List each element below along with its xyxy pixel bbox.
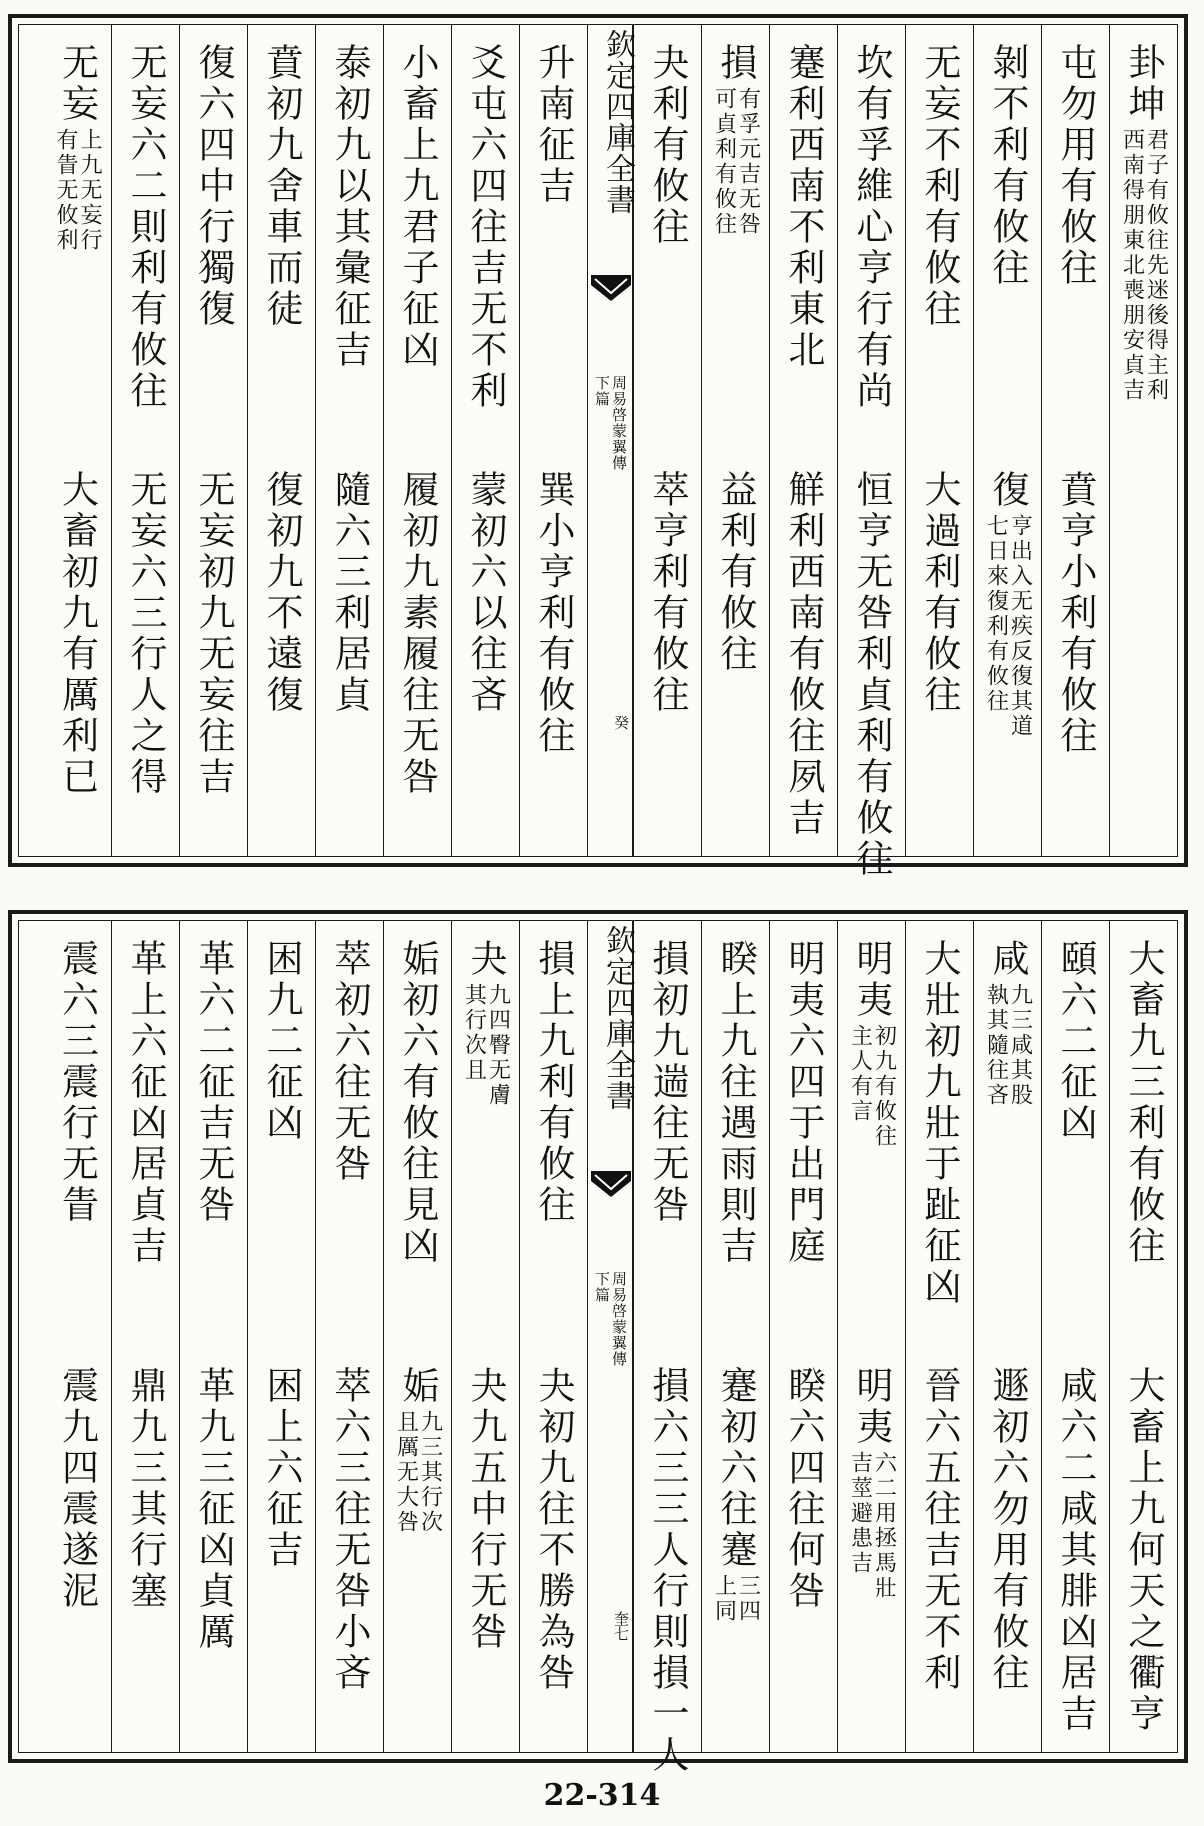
hexagram-line-entry [55,1366,99,1612]
column-top-cell [974,43,1041,289]
column-top-cell [316,939,383,1185]
text-column [315,25,383,856]
text-column [1109,921,1177,1752]
column-bottom-cell [702,1366,769,1624]
column-bottom-cell [634,470,701,716]
column-bottom-cell [1042,1366,1109,1735]
column-bottom-cell [316,470,383,716]
hexagram-line-entry [192,470,235,798]
column-bottom-cell [248,470,315,716]
hexagram-line-text: 咸六二咸其腓凶居吉 [1054,1366,1097,1735]
column-top-cell [770,939,837,1267]
hexagram-line-entry [918,470,961,716]
hexagram-text: 損上九利有攸往 [532,939,575,1226]
gutter-note: 下篇 [593,1271,611,1303]
column-bottom-cell [520,470,587,757]
column-top-cell [906,939,973,1308]
column-top-cell [906,43,973,330]
text-column [519,25,587,856]
hexagram-text: 爻屯六四往吉无不利 [464,43,507,412]
text-column [1109,25,1177,856]
hexagram-text: 睽上九往遇雨則吉 [714,939,757,1267]
hexagram-line-entry [396,470,439,798]
book-title: 欽定四庫全書 [600,29,635,215]
gutter-column [587,25,633,856]
folio-number: 奎七 [612,1611,630,1641]
hexagram-text: 革六二征吉无咎 [192,939,235,1226]
hexagram-text: 明夷 [850,939,893,1021]
column-top-cell [702,939,769,1267]
text-column [837,25,905,880]
column-bottom-cell [384,470,451,798]
text-column [905,25,973,856]
book-section-info [588,375,632,471]
hexagram-line-text: 鼎九三其行塞 [124,1366,167,1612]
hexagram-note: 有孚元吉无咎 [735,87,761,237]
column-bottom-cell [452,470,519,716]
text-column [179,25,247,856]
hexagram-text: 咸 [986,939,1029,980]
text-column [1041,921,1109,1752]
column-bottom-cell [1110,1366,1177,1735]
lower-page-frame [18,920,1178,1776]
hexagram-line-text: 大畜上九何天之衢亨 [1122,1366,1165,1735]
hexagram-line-note: 三四 [735,1574,761,1624]
upper-page [8,14,1188,880]
text-column [451,921,519,1752]
column-top-cell [634,43,701,248]
column-bottom-cell [634,1366,701,1776]
hexagram-line-text: 復 [986,470,1029,511]
text-column [633,25,701,856]
hexagram-text: 賁初九舍車而徒 [260,43,303,330]
column-bottom-cell [180,470,247,798]
column-top-cell [43,939,111,1226]
hexagram-line-text: 无妄六三行人之得 [124,470,167,798]
book-title: 欽定四庫全書 [600,925,635,1111]
hexagram-line-text: 大畜初九有厲利已 [55,470,99,798]
hexagram-line-text: 賁亨小利有攸往 [1054,470,1097,757]
column-bottom-cell [384,1366,451,1535]
column-top-cell [248,939,315,1144]
hexagram-line-text: 復初九不遠復 [260,470,303,716]
text-column [837,921,905,1752]
hexagram-line-entry [124,470,167,798]
column-top-cell [112,43,179,412]
hexagram-line-text: 隨六三利居貞 [328,470,371,716]
hexagram-line-note: 上同 [711,1574,737,1624]
column-bottom-cell [43,1366,111,1612]
column-bottom-cell [112,1366,179,1612]
hexagram-note-pair [713,87,759,237]
hexagram-line-text: 恒亨无咎利貞利有攸往 [850,470,893,880]
hexagram-line-entry [532,470,575,757]
hexagram-line-entry [328,470,371,716]
hexagram-text: 損初九遄往无咎 [646,939,689,1226]
column-top-cell [974,939,1041,1108]
hexagram-line-text: 夬初九往不勝為咎 [532,1366,575,1694]
hexagram-line-text: 蹇初六往蹇 [714,1366,757,1571]
hexagram-line-note-pair [713,1574,759,1624]
text-column [769,25,837,856]
hexagram-entry [1121,43,1167,403]
hexagram-text: 夬 [464,939,507,980]
text-column [43,921,111,1752]
hexagram-line-entry [850,470,893,880]
column-top-cell [452,43,519,412]
gutter-column [587,921,633,1752]
text-column [519,921,587,1752]
hexagram-note: 可貞利有攸往 [711,87,737,237]
gutter-note: 周易啓蒙翼傳 [610,1271,628,1367]
book-section-info [588,1271,632,1367]
hexagram-line-text: 困上六征吉 [260,1366,303,1571]
hexagram-note: 主人有言 [847,1024,873,1124]
column-bottom-cell [838,1366,905,1601]
hexagram-entry [328,43,371,371]
column-bottom-cell [316,1366,383,1694]
hexagram-line-entry [260,470,303,716]
hexagram-line-text: 觧利西南有攸往夙吉 [782,470,825,839]
hexagram-text: 蹇利西南不利東北 [782,43,825,371]
hexagram-text: 坎有孚維心亨行有尚 [850,43,893,412]
hexagram-note: 上九无妄行 [77,128,102,253]
hexagram-line-entry [1054,1366,1097,1735]
hexagram-text: 損 [714,43,757,84]
column-top-cell [180,43,247,330]
column-top-cell [702,43,769,237]
hexagram-line-note: 且厲无大咎 [393,1410,419,1535]
hexagram-line-entry [985,470,1031,739]
column-top-cell [770,43,837,371]
hexagram-line-entry [918,1366,961,1694]
column-bottom-cell [180,1366,247,1653]
column-top-cell [838,939,905,1149]
fishtail-mark-icon [591,1171,631,1197]
hexagram-entry [849,939,895,1149]
column-top-cell [316,43,383,371]
hexagram-entry [192,43,235,330]
column-top-cell [838,43,905,412]
column-top-cell [384,939,451,1267]
hexagram-entry [918,939,961,1308]
hexagram-line-note: 吉莖避患吉 [847,1451,873,1576]
hexagram-text: 剝不利有攸往 [986,43,1029,289]
hexagram-text: 震六三震行无眚 [55,939,99,1226]
column-top-cell [1042,43,1109,289]
column-bottom-cell [43,470,111,798]
column-top-cell [634,939,701,1226]
hexagram-note-pair [463,983,509,1108]
hexagram-line-entry [1054,470,1097,757]
text-column [247,921,315,1752]
column-top-cell [248,43,315,330]
hexagram-entry [713,43,759,237]
text-column [973,921,1041,1752]
hexagram-entry [124,43,167,412]
text-column [769,921,837,1752]
hexagram-entry [396,939,439,1267]
hexagram-line-entry [124,1366,167,1612]
hexagram-line-entry [986,1366,1029,1694]
gutter-note: 下篇 [593,375,611,407]
hexagram-entry [328,939,371,1185]
hexagram-line-text: 萃六三往无咎小吝 [328,1366,371,1694]
column-bottom-cell [112,470,179,798]
text-column [315,921,383,1752]
hexagram-line-entry [192,1366,235,1653]
hexagram-entry [986,43,1029,289]
hexagram-entry [464,43,507,412]
text-column [247,25,315,856]
hexagram-text: 无妄六二則利有攸往 [124,43,167,412]
hexagram-line-entry [328,1366,371,1694]
hexagram-line-text: 晉六五往吉无不利 [918,1366,961,1694]
hexagram-text: 屯勿用有攸往 [1054,43,1097,289]
hexagram-line-text: 睽六四往何咎 [782,1366,825,1612]
hexagram-line-entry [260,1366,303,1571]
hexagram-text: 大壯初九壯于趾征凶 [918,939,961,1308]
hexagram-line-note: 亨出入无疾反復其道 [1007,514,1033,739]
hexagram-entry [646,939,689,1226]
hexagram-text: 卦坤 [1122,43,1165,125]
hexagram-note: 有眚无攸利 [53,128,78,253]
hexagram-entry [714,939,757,1267]
hexagram-line-note: 九三其行次 [417,1410,443,1535]
hexagram-line-text: 遯初六勿用有攸往 [986,1366,1029,1694]
text-column [111,921,179,1752]
hexagram-text: 夬利有攸往 [646,43,689,248]
hexagram-entry [782,939,825,1267]
hexagram-note: 執其隨往吝 [983,983,1009,1108]
hexagram-entry [192,939,235,1226]
text-column [179,921,247,1752]
hexagram-note: 九三咸其股 [1007,983,1033,1108]
hexagram-note: 其行次且 [461,983,487,1083]
hexagram-note: 君子有攸往先迷後得主利 [1143,128,1169,403]
hexagram-text: 无妄不利有攸往 [918,43,961,330]
column-top-cell [180,939,247,1226]
column-top-cell [1042,939,1109,1144]
hexagram-entry [396,43,439,371]
hexagram-line-entry [55,470,99,798]
column-bottom-cell [248,1366,315,1571]
hexagram-text: 明夷六四于出門庭 [782,939,825,1267]
hexagram-line-entry [532,1366,575,1694]
hexagram-line-entry [646,470,689,716]
column-top-cell [520,43,587,207]
hexagram-note-pair [54,128,100,253]
folio-number: 癸 [612,715,630,730]
hexagram-entry [124,939,167,1267]
hexagram-line-text: 夬九五中行无咎 [464,1366,507,1653]
hexagram-text: 小畜上九君子征凶 [396,43,439,371]
upper-page-frame [18,24,1178,880]
hexagram-entry [260,43,303,330]
hexagram-line-text: 損六三三人行則損一人 [646,1366,689,1776]
hexagram-entry [463,939,509,1108]
column-top-cell [520,939,587,1226]
hexagram-entry [985,939,1031,1108]
hexagram-line-text: 无妄初九无妄往吉 [192,470,235,798]
column-bottom-cell [974,470,1041,739]
hexagram-note-pair [849,1024,895,1149]
text-column [383,25,451,856]
hexagram-line-entry [782,1366,825,1612]
hexagram-text: 革上六征凶居貞吉 [124,939,167,1267]
column-top-cell [1110,939,1177,1267]
hexagram-text: 萃初六往无咎 [328,939,371,1185]
hexagram-line-entry [464,1366,507,1653]
column-top-cell [384,43,451,371]
hexagram-note: 西南得朋東北喪朋安貞吉 [1119,128,1145,403]
gutter-note: 周易啓蒙翼傳 [610,375,628,471]
hexagram-entry [54,43,100,253]
text-column [43,25,111,856]
column-bottom-cell [1042,470,1109,757]
column-bottom-cell [520,1366,587,1694]
hexagram-line-note-pair [985,514,1031,739]
hexagram-text: 頤六二征凶 [1054,939,1097,1144]
hexagram-entry [782,43,825,371]
hexagram-entry [1054,939,1097,1144]
hexagram-note: 初九有攸往 [871,1024,897,1149]
column-bottom-cell [838,470,905,880]
hexagram-note-pair [1121,128,1167,403]
hexagram-text: 泰初九以其彙征吉 [328,43,371,371]
text-column [633,921,701,1776]
text-column [111,25,179,856]
text-column [701,25,769,856]
column-bottom-cell [906,1366,973,1694]
hexagram-entry [55,939,99,1226]
hexagram-line-entry [782,470,825,839]
hexagram-text: 大畜九三利有攸往 [1122,939,1165,1267]
text-column [1041,25,1109,856]
hexagram-text: 困九二征凶 [260,939,303,1144]
hexagram-entry [532,939,575,1226]
lower-page [8,910,1188,1776]
hexagram-note: 九四臀无膚 [485,983,511,1108]
text-column [451,25,519,856]
hexagram-line-text: 巽小亨利有攸往 [532,470,575,757]
hexagram-line-text: 大過利有攸往 [918,470,961,716]
text-column [383,921,451,1752]
hexagram-line-entry [713,1366,759,1624]
hexagram-entry [1054,43,1097,289]
hexagram-text: 升南征吉 [532,43,575,207]
hexagram-line-text: 履初九素履往无咎 [396,470,439,798]
hexagram-line-note: 七日來復利有攸往 [983,514,1009,714]
hexagram-line-text: 益利有攸往 [714,470,757,675]
hexagram-text: 姤初六有攸往見凶 [396,939,439,1267]
column-top-cell [112,939,179,1267]
hexagram-line-text: 革九三征凶貞厲 [192,1366,235,1653]
column-bottom-cell [702,470,769,675]
fishtail-mark-icon [591,275,631,301]
hexagram-line-note-pair [395,1410,441,1535]
hexagram-line-text: 明夷 [850,1366,893,1448]
hexagram-note-pair [985,983,1031,1108]
hexagram-line-note-pair [849,1451,895,1601]
hexagram-line-text: 蒙初六以往吝 [464,470,507,716]
text-column [973,25,1041,856]
hexagram-line-text: 萃亨利有攸往 [646,470,689,716]
hexagram-line-entry [1122,1366,1165,1735]
hexagram-entry [1122,939,1165,1267]
column-top-cell [43,43,111,253]
text-column [905,921,973,1752]
hexagram-line-entry [464,470,507,716]
hexagram-line-text: 震九四震遂泥 [55,1366,99,1612]
hexagram-line-entry [395,1366,441,1535]
hexagram-line-entry [714,470,757,675]
hexagram-entry [532,43,575,207]
column-bottom-cell [452,1366,519,1653]
column-bottom-cell [974,1366,1041,1694]
column-top-cell [452,939,519,1108]
column-top-cell [1110,43,1177,403]
column-bottom-cell [906,470,973,716]
hexagram-line-text: 姤 [396,1366,439,1407]
hexagram-entry [850,43,893,412]
hexagram-entry [646,43,689,248]
text-column [701,921,769,1752]
column-bottom-cell [770,1366,837,1612]
hexagram-entry [918,43,961,330]
hexagram-entry [260,939,303,1144]
column-bottom-cell [770,470,837,839]
hexagram-text: 无妄 [55,43,99,125]
hexagram-line-note: 六二用拯馬壯 [871,1451,897,1601]
hexagram-line-entry [646,1366,689,1776]
hexagram-text: 復六四中行獨復 [192,43,235,330]
hexagram-line-entry [849,1366,895,1601]
page-number: 22-314 [543,1778,661,1813]
